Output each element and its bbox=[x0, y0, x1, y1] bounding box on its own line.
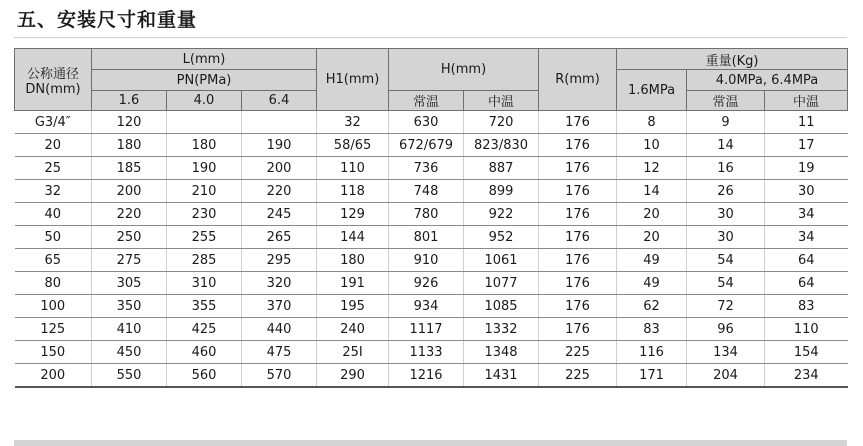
header-h-medium: 中温 bbox=[464, 91, 539, 111]
cell-dn: 40 bbox=[15, 203, 92, 226]
table-row bbox=[15, 226, 848, 249]
cell-r: 176 bbox=[539, 272, 617, 295]
cell-r: 225 bbox=[539, 364, 617, 388]
cell-r: 176 bbox=[539, 134, 617, 157]
cell-l-4-0: 190 bbox=[167, 157, 242, 180]
cell-weight-1-6: 20 bbox=[617, 203, 687, 226]
table-row bbox=[15, 111, 848, 134]
cell-weight-1-6: 12 bbox=[617, 157, 687, 180]
header-height-group: H(mm) bbox=[389, 49, 539, 91]
header-l-6-4: 6.4 bbox=[242, 91, 317, 111]
cell-weight-normal: 9 bbox=[687, 111, 765, 134]
cell-weight-medium: 34 bbox=[765, 203, 848, 226]
table-row bbox=[15, 203, 848, 226]
cell-l-6-4: 320 bbox=[242, 272, 317, 295]
cell-l-4-0: 425 bbox=[167, 318, 242, 341]
section-title: 五、安装尺寸和重量 bbox=[17, 9, 198, 31]
cell-weight-normal: 134 bbox=[687, 341, 765, 364]
cell-weight-medium: 30 bbox=[765, 180, 848, 203]
cell-r: 225 bbox=[539, 341, 617, 364]
header-weight-normal: 常温 bbox=[687, 91, 765, 111]
cell-weight-normal: 204 bbox=[687, 364, 765, 388]
cell-h-normal: 801 bbox=[389, 226, 464, 249]
bottom-strip bbox=[14, 440, 847, 446]
cell-dn: 150 bbox=[15, 341, 92, 364]
cell-h1: 129 bbox=[317, 203, 389, 226]
cell-l-4-0 bbox=[167, 111, 242, 134]
table-header bbox=[15, 49, 848, 111]
dimensions-weight-table bbox=[14, 48, 848, 388]
cell-l-4-0: 180 bbox=[167, 134, 242, 157]
cell-weight-medium: 64 bbox=[765, 272, 848, 295]
header-r: R(mm) bbox=[539, 49, 617, 111]
cell-l-1-6: 185 bbox=[92, 157, 167, 180]
cell-dn: 25 bbox=[15, 157, 92, 180]
cell-h1: 144 bbox=[317, 226, 389, 249]
table-row bbox=[15, 318, 848, 341]
cell-h-medium: 1077 bbox=[464, 272, 539, 295]
cell-l-4-0: 255 bbox=[167, 226, 242, 249]
cell-h1: 58/65 bbox=[317, 134, 389, 157]
cell-l-4-0: 210 bbox=[167, 180, 242, 203]
table-row bbox=[15, 295, 848, 318]
cell-l-4-0: 460 bbox=[167, 341, 242, 364]
cell-weight-normal: 54 bbox=[687, 249, 765, 272]
cell-weight-medium: 34 bbox=[765, 226, 848, 249]
table-row bbox=[15, 272, 848, 295]
header-h1: H1(mm) bbox=[317, 49, 389, 111]
cell-h-normal: 934 bbox=[389, 295, 464, 318]
cell-l-4-0: 285 bbox=[167, 249, 242, 272]
cell-l-6-4: 190 bbox=[242, 134, 317, 157]
cell-l-6-4: 200 bbox=[242, 157, 317, 180]
cell-dn: 80 bbox=[15, 272, 92, 295]
cell-l-6-4: 370 bbox=[242, 295, 317, 318]
table-row bbox=[15, 134, 848, 157]
header-weight-high-pressure: 4.0MPa, 6.4MPa bbox=[687, 70, 848, 91]
cell-l-4-0: 310 bbox=[167, 272, 242, 295]
cell-h1: 118 bbox=[317, 180, 389, 203]
header-weight-medium: 中温 bbox=[765, 91, 848, 111]
cell-weight-1-6: 171 bbox=[617, 364, 687, 388]
cell-h1: 195 bbox=[317, 295, 389, 318]
table-row bbox=[15, 180, 848, 203]
cell-r: 176 bbox=[539, 157, 617, 180]
cell-h1: 32 bbox=[317, 111, 389, 134]
cell-h1: 191 bbox=[317, 272, 389, 295]
cell-dn: 125 bbox=[15, 318, 92, 341]
header-l-4-0: 4.0 bbox=[167, 91, 242, 111]
cell-h1: 110 bbox=[317, 157, 389, 180]
cell-weight-normal: 30 bbox=[687, 226, 765, 249]
cell-weight-1-6: 49 bbox=[617, 249, 687, 272]
cell-weight-1-6: 116 bbox=[617, 341, 687, 364]
cell-dn: 65 bbox=[15, 249, 92, 272]
cell-l-1-6: 450 bbox=[92, 341, 167, 364]
cell-l-1-6: 410 bbox=[92, 318, 167, 341]
cell-h-normal: 1216 bbox=[389, 364, 464, 388]
table-row bbox=[15, 157, 848, 180]
cell-h-medium: 823/830 bbox=[464, 134, 539, 157]
cell-weight-medium: 110 bbox=[765, 318, 848, 341]
cell-l-1-6: 550 bbox=[92, 364, 167, 388]
cell-h-medium: 899 bbox=[464, 180, 539, 203]
cell-weight-normal: 16 bbox=[687, 157, 765, 180]
cell-h-medium: 1085 bbox=[464, 295, 539, 318]
cell-h-medium: 1348 bbox=[464, 341, 539, 364]
cell-h-normal: 926 bbox=[389, 272, 464, 295]
header-length-group: L(mm) bbox=[92, 49, 317, 70]
cell-weight-normal: 14 bbox=[687, 134, 765, 157]
header-nominal-line1: 公称通径 bbox=[26, 66, 79, 82]
cell-l-6-4: 295 bbox=[242, 249, 317, 272]
cell-weight-normal: 30 bbox=[687, 203, 765, 226]
cell-l-4-0: 355 bbox=[167, 295, 242, 318]
cell-l-4-0: 230 bbox=[167, 203, 242, 226]
cell-h-normal: 780 bbox=[389, 203, 464, 226]
cell-l-1-6: 220 bbox=[92, 203, 167, 226]
table-body bbox=[15, 111, 848, 388]
cell-r: 176 bbox=[539, 180, 617, 203]
cell-weight-1-6: 62 bbox=[617, 295, 687, 318]
cell-l-1-6: 275 bbox=[92, 249, 167, 272]
header-weight-1-6: 1.6MPa bbox=[617, 70, 687, 111]
cell-weight-medium: 11 bbox=[765, 111, 848, 134]
cell-dn: 100 bbox=[15, 295, 92, 318]
cell-l-1-6: 350 bbox=[92, 295, 167, 318]
cell-weight-1-6: 10 bbox=[617, 134, 687, 157]
cell-weight-medium: 83 bbox=[765, 295, 848, 318]
cell-l-6-4: 440 bbox=[242, 318, 317, 341]
table-row bbox=[15, 364, 848, 388]
header-weight-group: 重量(Kg) bbox=[617, 49, 848, 70]
cell-h-normal: 630 bbox=[389, 111, 464, 134]
cell-h-normal: 736 bbox=[389, 157, 464, 180]
cell-h-normal: 748 bbox=[389, 180, 464, 203]
cell-dn: 200 bbox=[15, 364, 92, 388]
cell-h-normal: 910 bbox=[389, 249, 464, 272]
table-row bbox=[15, 341, 848, 364]
cell-dn: 50 bbox=[15, 226, 92, 249]
cell-r: 176 bbox=[539, 226, 617, 249]
cell-l-1-6: 305 bbox=[92, 272, 167, 295]
cell-weight-1-6: 8 bbox=[617, 111, 687, 134]
cell-l-6-4: 265 bbox=[242, 226, 317, 249]
cell-h-medium: 887 bbox=[464, 157, 539, 180]
cell-h-medium: 1431 bbox=[464, 364, 539, 388]
cell-h1: 290 bbox=[317, 364, 389, 388]
cell-h-medium: 952 bbox=[464, 226, 539, 249]
header-nominal-line2: DN(mm) bbox=[25, 81, 81, 97]
cell-h-medium: 1332 bbox=[464, 318, 539, 341]
cell-weight-normal: 96 bbox=[687, 318, 765, 341]
cell-dn: 20 bbox=[15, 134, 92, 157]
cell-l-6-4: 570 bbox=[242, 364, 317, 388]
header-h-normal: 常温 bbox=[389, 91, 464, 111]
cell-weight-medium: 17 bbox=[765, 134, 848, 157]
cell-l-6-4: 220 bbox=[242, 180, 317, 203]
cell-weight-normal: 54 bbox=[687, 272, 765, 295]
cell-weight-medium: 64 bbox=[765, 249, 848, 272]
header-pn-group: PN(PMa) bbox=[92, 70, 317, 91]
cell-h1: 180 bbox=[317, 249, 389, 272]
cell-h-medium: 922 bbox=[464, 203, 539, 226]
cell-weight-1-6: 83 bbox=[617, 318, 687, 341]
cell-weight-medium: 234 bbox=[765, 364, 848, 388]
cell-l-6-4 bbox=[242, 111, 317, 134]
cell-l-4-0: 560 bbox=[167, 364, 242, 388]
cell-h-normal: 1117 bbox=[389, 318, 464, 341]
cell-weight-normal: 26 bbox=[687, 180, 765, 203]
title-divider bbox=[14, 37, 847, 38]
cell-h-medium: 720 bbox=[464, 111, 539, 134]
cell-l-6-4: 475 bbox=[242, 341, 317, 364]
header-l-1-6: 1.6 bbox=[92, 91, 167, 111]
cell-l-1-6: 120 bbox=[92, 111, 167, 134]
cell-weight-1-6: 49 bbox=[617, 272, 687, 295]
cell-h-medium: 1061 bbox=[464, 249, 539, 272]
cell-l-1-6: 200 bbox=[92, 180, 167, 203]
cell-l-1-6: 250 bbox=[92, 226, 167, 249]
cell-r: 176 bbox=[539, 111, 617, 134]
cell-weight-medium: 19 bbox=[765, 157, 848, 180]
cell-r: 176 bbox=[539, 203, 617, 226]
cell-weight-1-6: 14 bbox=[617, 180, 687, 203]
cell-weight-1-6: 20 bbox=[617, 226, 687, 249]
cell-r: 176 bbox=[539, 295, 617, 318]
table-row bbox=[15, 249, 848, 272]
cell-weight-normal: 72 bbox=[687, 295, 765, 318]
cell-r: 176 bbox=[539, 249, 617, 272]
cell-h-normal: 672/679 bbox=[389, 134, 464, 157]
cell-r: 176 bbox=[539, 318, 617, 341]
cell-l-1-6: 180 bbox=[92, 134, 167, 157]
cell-h1: 240 bbox=[317, 318, 389, 341]
cell-weight-medium: 154 bbox=[765, 341, 848, 364]
cell-dn: G3/4″ bbox=[15, 111, 92, 134]
cell-h-normal: 1133 bbox=[389, 341, 464, 364]
cell-h1: 25I bbox=[317, 341, 389, 364]
cell-dn: 32 bbox=[15, 180, 92, 203]
cell-l-6-4: 245 bbox=[242, 203, 317, 226]
header-nominal-diameter bbox=[15, 49, 92, 111]
